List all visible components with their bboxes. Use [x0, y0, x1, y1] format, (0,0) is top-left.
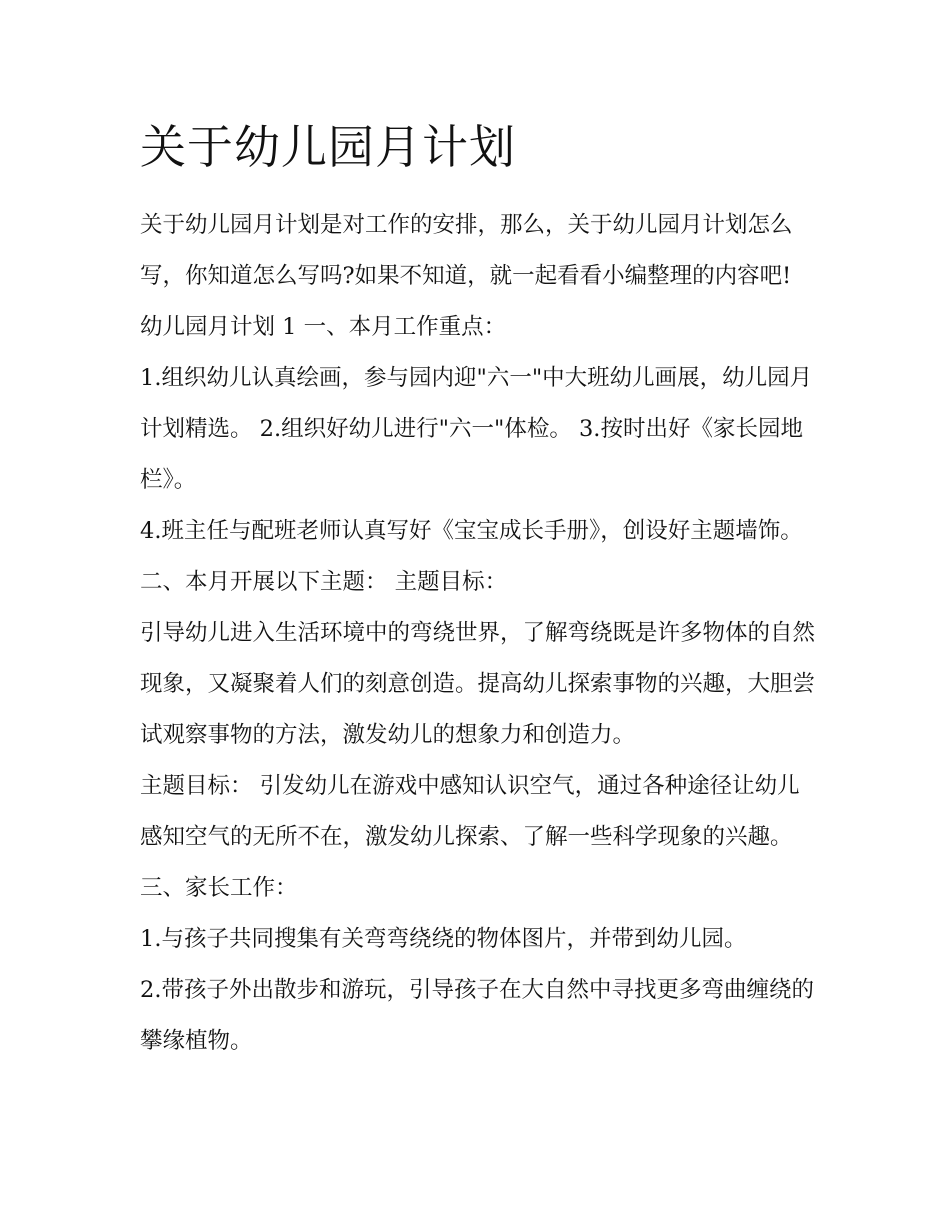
paragraph-item-1: 1.组织幼儿认真绘画，参与园内迎"六一"中大班幼儿画展，幼儿园月计划精选。 2.组织好幼儿进行"六一"体检。 3.按时出好《家长园地栏》。	[140, 365, 813, 493]
paragraph-theme-goal-2: 主题目标： 引发幼儿在游戏中感知认识空气，通过各种途径让幼儿感知空气的无所不在，激发幼儿探索、了解一些科学现象的兴趣。 三、家长工作：	[140, 773, 800, 901]
paragraph-theme-goal-1: 引导幼儿进入生活环境中的弯绕世界，了解弯绕既是许多物体的自然现象，又凝聚着人们的刻意创造。提高幼儿探索事物的兴趣，大胆尝试观察事物的方法，激发幼儿的想象力和创造力。	[140, 620, 816, 748]
paragraph-parent-work-2: 2.带孩子外出散步和游玩，引导孩子在大自然中寻找更多弯曲缠绕的攀缘植物。	[140, 977, 814, 1054]
paragraph-item-4: 4.班主任与配班老师认真写好《宝宝成长手册》，创设好主题墙饰。 二、本月开展以下主题： 主题目标：	[140, 518, 803, 595]
document-title: 关于幼儿园月计划	[140, 120, 516, 174]
paragraph-intro: 关于幼儿园月计划是对工作的安排，那么，关于幼儿园月计划怎么写，你知道怎么写吗?如果不知道，就一起看看小编整理的内容吧! 幼儿园月计划 1 一、本月工作重点：	[140, 212, 793, 340]
paragraph-parent-work-1: 1.与孩子共同搜集有关弯弯绕绕的物体图片，并带到幼儿园。	[140, 926, 747, 952]
document-page	[140, 112, 820, 1067]
